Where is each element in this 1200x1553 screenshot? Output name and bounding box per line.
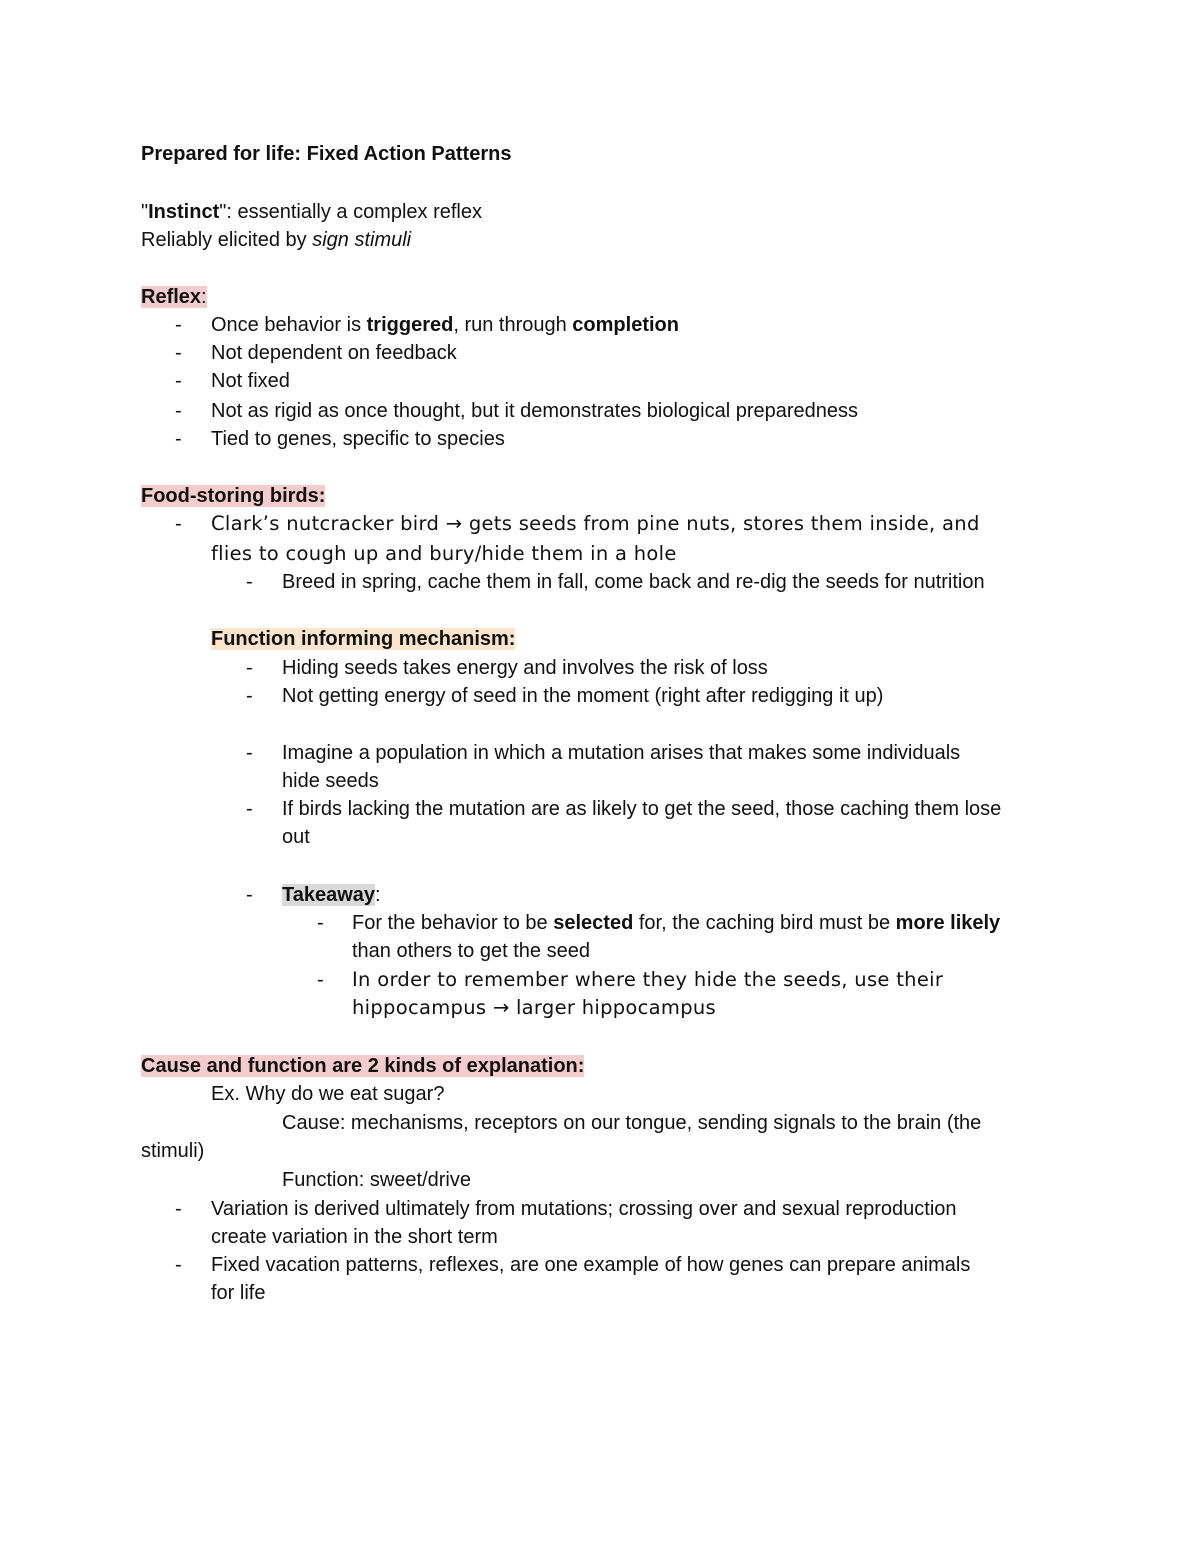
- cause-heading-text: Cause and function are 2 kinds of explanation:: [141, 1055, 585, 1077]
- food-heading: [141, 482, 325, 510]
- reflex-item-5: Tied to genes, specific to species: [211, 428, 505, 450]
- takeaway-heading: [282, 881, 381, 909]
- function-item-4-line-2: out: [282, 826, 310, 848]
- cause-item-1-line-1: Variation is derived ultimately from mutations; crossing over and sexual reproduction: [211, 1198, 957, 1220]
- function-item-1: Hiding seeds takes energy and involves the risk of loss: [282, 657, 768, 679]
- cause-item-2-line-1: Fixed vacation patterns, reflexes, are one example of how genes can prepare animals: [211, 1254, 971, 1276]
- bullet-dash: -: [246, 798, 253, 820]
- reflex-item-2: Not dependent on feedback: [211, 342, 457, 364]
- takeaway-item-2-line-1: In order to remember where they hide the seeds, use their: [352, 968, 944, 991]
- text-run: Once behavior is: [211, 314, 367, 336]
- function-item-4-line-1: If birds lacking the mutation are as likely to get the seed, those caching them lose: [282, 798, 1002, 820]
- sign-stimuli-term: sign stimuli: [312, 229, 412, 251]
- bullet-dash: -: [317, 969, 324, 991]
- bullet-dash: -: [246, 685, 253, 707]
- reflex-colon: :: [201, 286, 207, 308]
- bullet-dash: -: [175, 314, 182, 336]
- function-heading: [211, 625, 515, 653]
- food-subitem-1: Breed in spring, cache them in fall, come back and re-dig the seeds for nutrition: [282, 571, 985, 593]
- function-item-2: Not getting energy of seed in the moment (right after redigging it up): [282, 685, 884, 707]
- instinct-line: [141, 198, 482, 226]
- elicited-line: [141, 226, 411, 254]
- reflex-item-4: Not as rigid as once thought, but it demonstrates biological preparedness: [211, 400, 859, 422]
- function-item-3-line-1: Imagine a population in which a mutation arises that makes some individuals: [282, 742, 961, 764]
- function-item-3-line-2: hide seeds: [282, 770, 379, 792]
- quote-open: ": [141, 201, 149, 223]
- bullet-dash: -: [317, 912, 324, 934]
- cause-heading: [141, 1052, 584, 1080]
- takeaway-heading-text: Takeaway: [282, 884, 376, 906]
- instinct-term: Instinct: [148, 201, 220, 223]
- bullet-dash: -: [246, 571, 253, 593]
- takeaway-colon: :: [375, 884, 381, 906]
- food-item-1-line-2: flies to cough up and bury/hide them in a hole: [211, 542, 677, 565]
- bullet-dash: -: [175, 370, 182, 392]
- cause-item-2-line-2: for life: [211, 1282, 266, 1304]
- reflex-item-3: Not fixed: [211, 370, 290, 392]
- cause-example: Ex. Why do we eat sugar?: [211, 1083, 445, 1105]
- function-heading-text: Function informing mechanism:: [211, 628, 516, 650]
- text-run: , run through: [453, 314, 573, 336]
- food-item-1-line-1: Clark’s nutcracker bird → gets seeds from pine nuts, stores them inside, and: [211, 512, 980, 535]
- cause-item-1-line-2: create variation in the short term: [211, 1226, 498, 1248]
- page-title: Prepared for life: Fixed Action Patterns: [141, 143, 512, 165]
- reflex-item-1: [211, 311, 679, 339]
- takeaway-item-1-line-1: [352, 909, 1000, 937]
- text-run: For the behavior to be: [352, 912, 554, 934]
- text-run: for, the caching bird must be: [633, 912, 896, 934]
- cause-line-2: stimuli): [141, 1140, 205, 1162]
- bullet-dash: -: [175, 513, 182, 535]
- reflex-heading: [141, 283, 207, 311]
- selected-term: selected: [553, 912, 634, 934]
- reflex-heading-text: Reflex: [141, 286, 202, 308]
- instinct-definition: ": essentially a complex reflex: [219, 201, 482, 223]
- bullet-dash: -: [175, 1254, 182, 1276]
- triggered-term: triggered: [366, 314, 454, 336]
- bullet-dash: -: [246, 657, 253, 679]
- more-likely-term: more likely: [895, 912, 1001, 934]
- takeaway-item-1-line-2: than others to get the seed: [352, 940, 590, 962]
- elicited-prefix: Reliably elicited by: [141, 229, 313, 251]
- bullet-dash: -: [175, 1198, 182, 1220]
- takeaway-item-2-line-2: hippocampus → larger hippocampus: [352, 996, 717, 1019]
- bullet-dash: -: [246, 884, 253, 906]
- cause-line-1: Cause: mechanisms, receptors on our tongue, sending signals to the brain (the: [282, 1112, 982, 1134]
- bullet-dash: -: [175, 342, 182, 364]
- completion-term: completion: [572, 314, 679, 336]
- bullet-dash: -: [175, 400, 182, 422]
- bullet-dash: -: [175, 428, 182, 450]
- food-heading-text: Food-storing birds:: [141, 485, 326, 507]
- function-line: Function: sweet/drive: [282, 1169, 471, 1191]
- bullet-dash: -: [246, 742, 253, 764]
